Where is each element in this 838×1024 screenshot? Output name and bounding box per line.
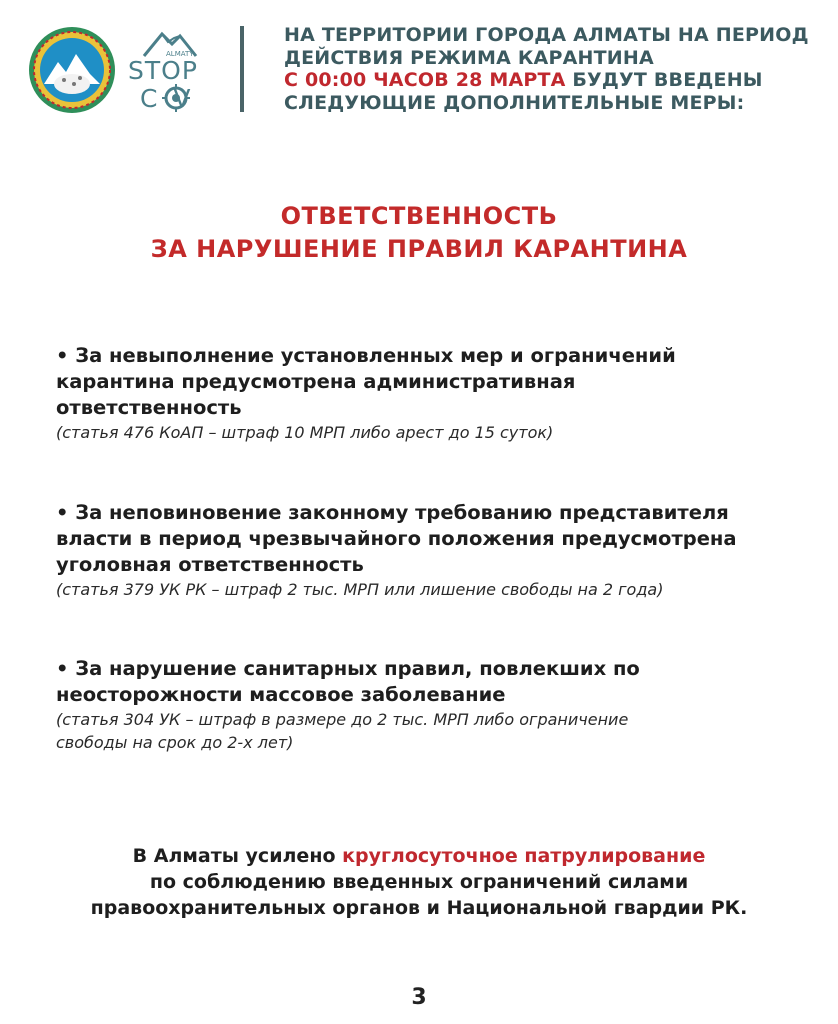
footer-line-2: по соблюдению введенных ограничений силами: [149, 871, 689, 893]
item-text-line: • За невыполнение установленных мер и ограничений: [56, 344, 676, 367]
header-line-4: СЛЕДУЮЩИЕ ДОПОЛНИТЕЛЬНЫЕ МЕРЫ:: [284, 91, 745, 114]
header-line-3-rest: БУДУТ ВВЕДЕНЫ: [565, 69, 763, 91]
list-item: [56, 343, 826, 444]
header-divider: [240, 26, 244, 112]
header: [0, 0, 838, 130]
footer-line-3: правоохранительных органов и Национальной гвардии РК.: [90, 897, 748, 919]
stop-cov-logo: [122, 22, 212, 114]
header-line-1: НА ТЕРРИТОРИИ ГОРОДА АЛМАТЫ НА ПЕРИОД: [284, 24, 809, 46]
footer-text: [0, 843, 838, 921]
page-title: [0, 200, 838, 266]
item-note: (статья 476 КоАП – штраф 10 МРП либо арест до 15 суток): [56, 423, 554, 442]
list-item: [56, 656, 826, 754]
item-text-line: уголовная ответственность: [56, 553, 364, 576]
item-note: (статья 379 УК РК – штраф 2 тыс. МРП или лишение свободы на 2 года): [56, 580, 664, 599]
page-number: 3: [411, 985, 427, 1010]
item-text-line: неосторожности массовое заболевание: [56, 683, 506, 706]
footer-line-1: [0, 843, 838, 869]
item-text-line: власти в период чрезвычайного положения предусмотрена: [56, 527, 737, 550]
footer-highlight: круглосуточное патрулирование: [342, 845, 706, 867]
item-text-line: • За неповиновение законному требованию представителя: [56, 501, 729, 524]
header-line-2: ДЕЙСТВИЯ РЕЖИМА КАРАНТИНА: [284, 46, 654, 69]
logo-stop: STOP: [128, 56, 198, 85]
item-text-line: ответственность: [56, 396, 242, 419]
footer-line-1-start: В Алматы усилено: [132, 845, 343, 867]
title-line-2: ЗА НАРУШЕНИЕ ПРАВИЛ КАРАНТИНА: [150, 235, 688, 263]
almaty-emblem-icon: [28, 26, 116, 114]
item-text-line: карантина предусмотрена административная: [56, 370, 576, 393]
logo-city: ALMATY: [166, 50, 194, 58]
title-line-1: ОТВЕТСТВЕННОСТЬ: [280, 202, 558, 230]
header-date-highlight: С 00:00 ЧАСОВ 28 МАРТА: [284, 69, 566, 91]
logo-cov: C V: [140, 84, 191, 113]
header-text: [284, 24, 824, 114]
item-note: свободы на срок до 2-х лет): [56, 733, 294, 752]
header-line-3: [284, 69, 824, 92]
item-note: (статья 304 УК – штраф в размере до 2 тыс. МРП либо ограничение: [56, 710, 629, 729]
item-text-line: • За нарушение санитарных правил, повлекших по: [56, 657, 640, 680]
list-item: [56, 500, 826, 601]
